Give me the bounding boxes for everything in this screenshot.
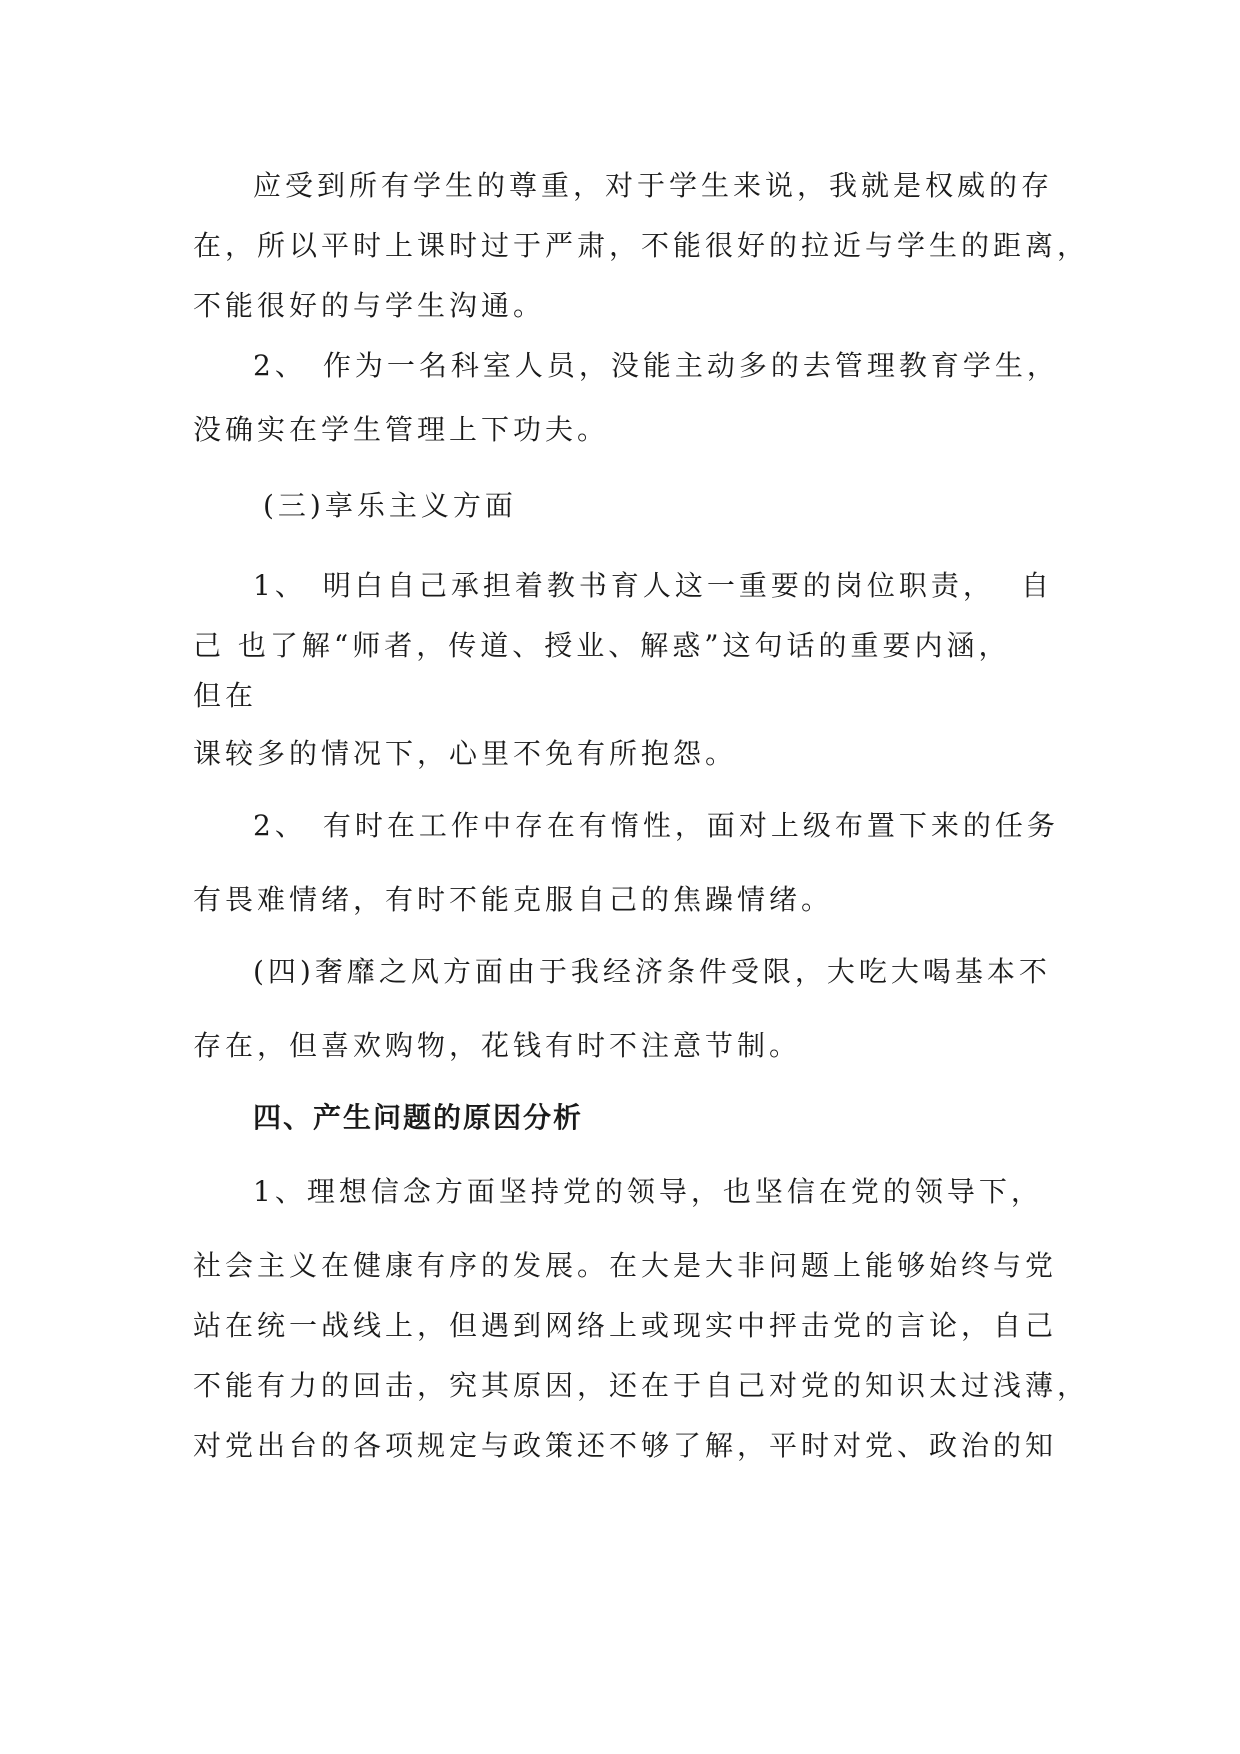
list-number: 2、 — [253, 349, 307, 382]
paragraph-line: 应受到所有学生的尊重，对于学生来说，我就是权威的存 — [253, 169, 1054, 202]
paragraph-line: 不能很好的与学生沟通。 — [193, 289, 546, 322]
paragraph-line: 但在 — [193, 679, 258, 712]
paragraph-line: 社会主义在健康有序的发展。在大是大非问题上能够始终与党 — [193, 1249, 1058, 1282]
paragraph-line: 不能有力的回击，究其原因，还在于自己对党的知识太过浅薄， — [193, 1369, 1090, 1402]
paragraph-line: 课较多的情况下，心里不免有所抱怨。 — [193, 737, 738, 770]
paragraph-line: 存在，但喜欢购物，花钱有时不注意节制。 — [193, 1029, 802, 1062]
paragraph-line: 没确实在学生管理上下功夫。 — [193, 413, 610, 446]
paragraph-text: 作为一名科室人员，没能主动多的去管理教育学生， — [322, 349, 1059, 382]
paragraph-text: 明白自己承担着教书育人这一重要的岗位职责， — [322, 569, 995, 602]
paragraph-line: (四)奢靡之风方面由于我经济条件受限，大吃大喝基本不 — [253, 955, 1051, 988]
section-heading: 四、产生问题的原因分析 — [253, 1101, 584, 1134]
section-title: (三)享乐主义方面 — [263, 489, 517, 522]
list-number: 2、 — [253, 809, 307, 842]
paragraph-line: 站在统一战线上，但遇到网络上或现实中抨击党的言论，自己 — [193, 1309, 1058, 1342]
paragraph-text — [193, 566, 995, 606]
paragraph-text: 有时在工作中存在有惰性，面对上级布置下来的任务 — [322, 809, 1059, 842]
list-number: 1、 — [253, 569, 307, 602]
paragraph-line: 在，所以平时上课时过于严肃，不能很好的拉近与学生的距离， — [193, 229, 1090, 262]
paragraph-line: 有畏难情绪，有时不能克服自己的焦躁情绪。 — [193, 883, 834, 916]
paragraph-line — [253, 346, 1059, 386]
paragraph-line: 1、理想信念方面坚持党的领导，也坚信在党的领导下， — [253, 1175, 1043, 1208]
paragraph-line — [253, 806, 1059, 846]
paragraph-line: 己 也了解“师者，传道、授业、解惑”这句话的重要内涵， — [193, 629, 1011, 662]
paragraph-line: 对党出台的各项规定与政策还不够了解，平时对党、政治的知 — [193, 1429, 1058, 1462]
paragraph-text: 自 — [1020, 569, 1053, 602]
paragraph-line — [193, 566, 1053, 606]
